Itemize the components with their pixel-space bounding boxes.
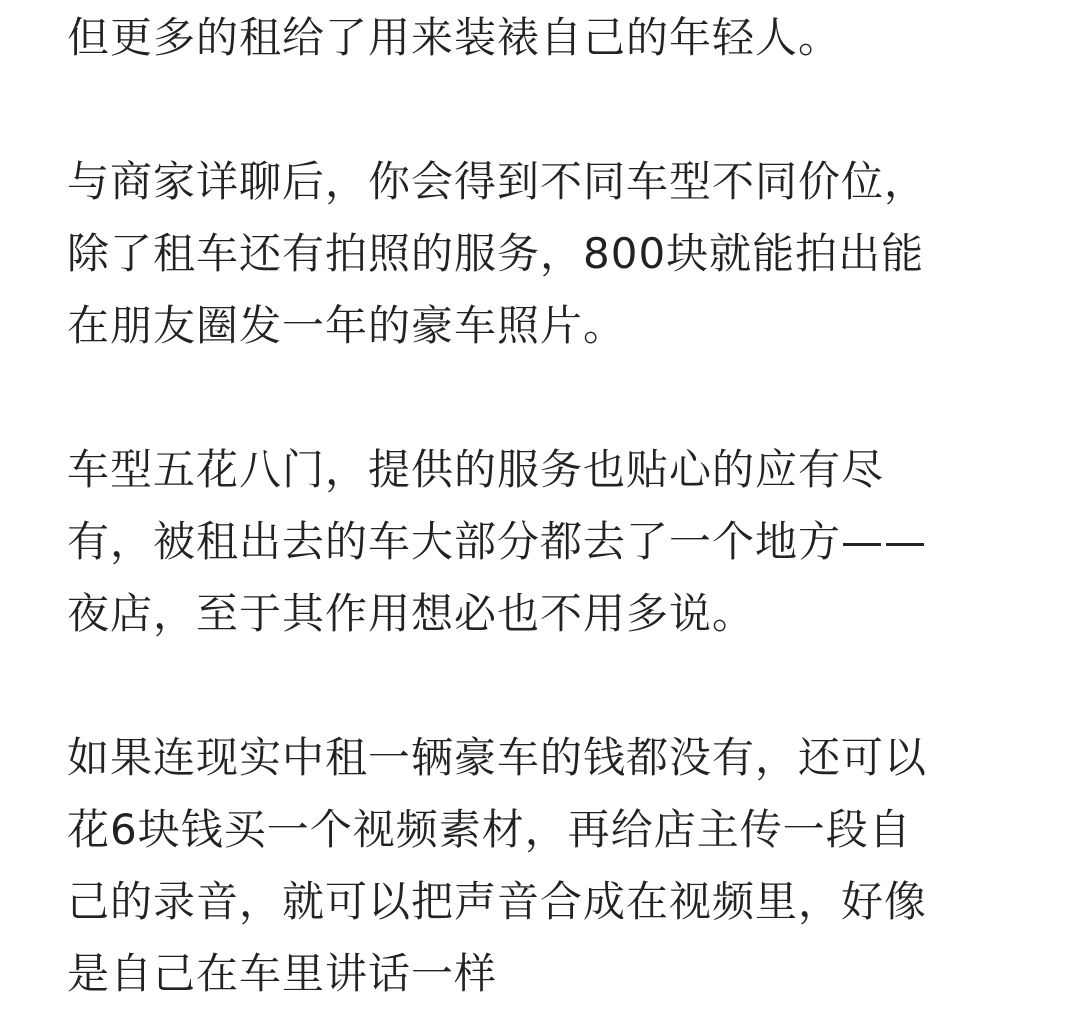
text-line: 除了租车还有拍照的服务，800块就能拍出能 bbox=[67, 229, 925, 278]
text-line: 己的录音，就可以把声音合成在视频里，好像 bbox=[67, 877, 928, 926]
text-line: 如果连现实中租一辆豪车的钱都没有，还可以 bbox=[67, 733, 928, 782]
text-line: 但更多的租给了用来装裱自己的年轻人。 bbox=[67, 13, 842, 62]
paragraph-spacer bbox=[67, 362, 1027, 434]
paragraph-spacer bbox=[67, 650, 1027, 722]
paragraph-4 bbox=[67, 722, 1027, 1010]
text-line: 是自己在车里讲话一样 bbox=[67, 949, 498, 998]
paragraph-2 bbox=[67, 146, 1027, 362]
paragraph-3 bbox=[67, 434, 1027, 650]
text-line: 在朋友圈发一年的豪车照片。 bbox=[67, 301, 627, 350]
text-line: 有，被租出去的车大部分都去了一个地方—— bbox=[67, 517, 928, 566]
text-line: 夜店，至于其作用想必也不用多说。 bbox=[67, 589, 756, 638]
text-line: 花6块钱买一个视频素材，再给店主传一段自 bbox=[67, 805, 912, 854]
paragraph-spacer bbox=[67, 74, 1027, 146]
paragraph-1 bbox=[67, 0, 1027, 74]
text-line: 车型五花八门，提供的服务也贴心的应有尽 bbox=[67, 445, 885, 494]
text-line: 与商家详聊后，你会得到不同车型不同价位， bbox=[67, 157, 928, 206]
article-body bbox=[67, 0, 1027, 1010]
